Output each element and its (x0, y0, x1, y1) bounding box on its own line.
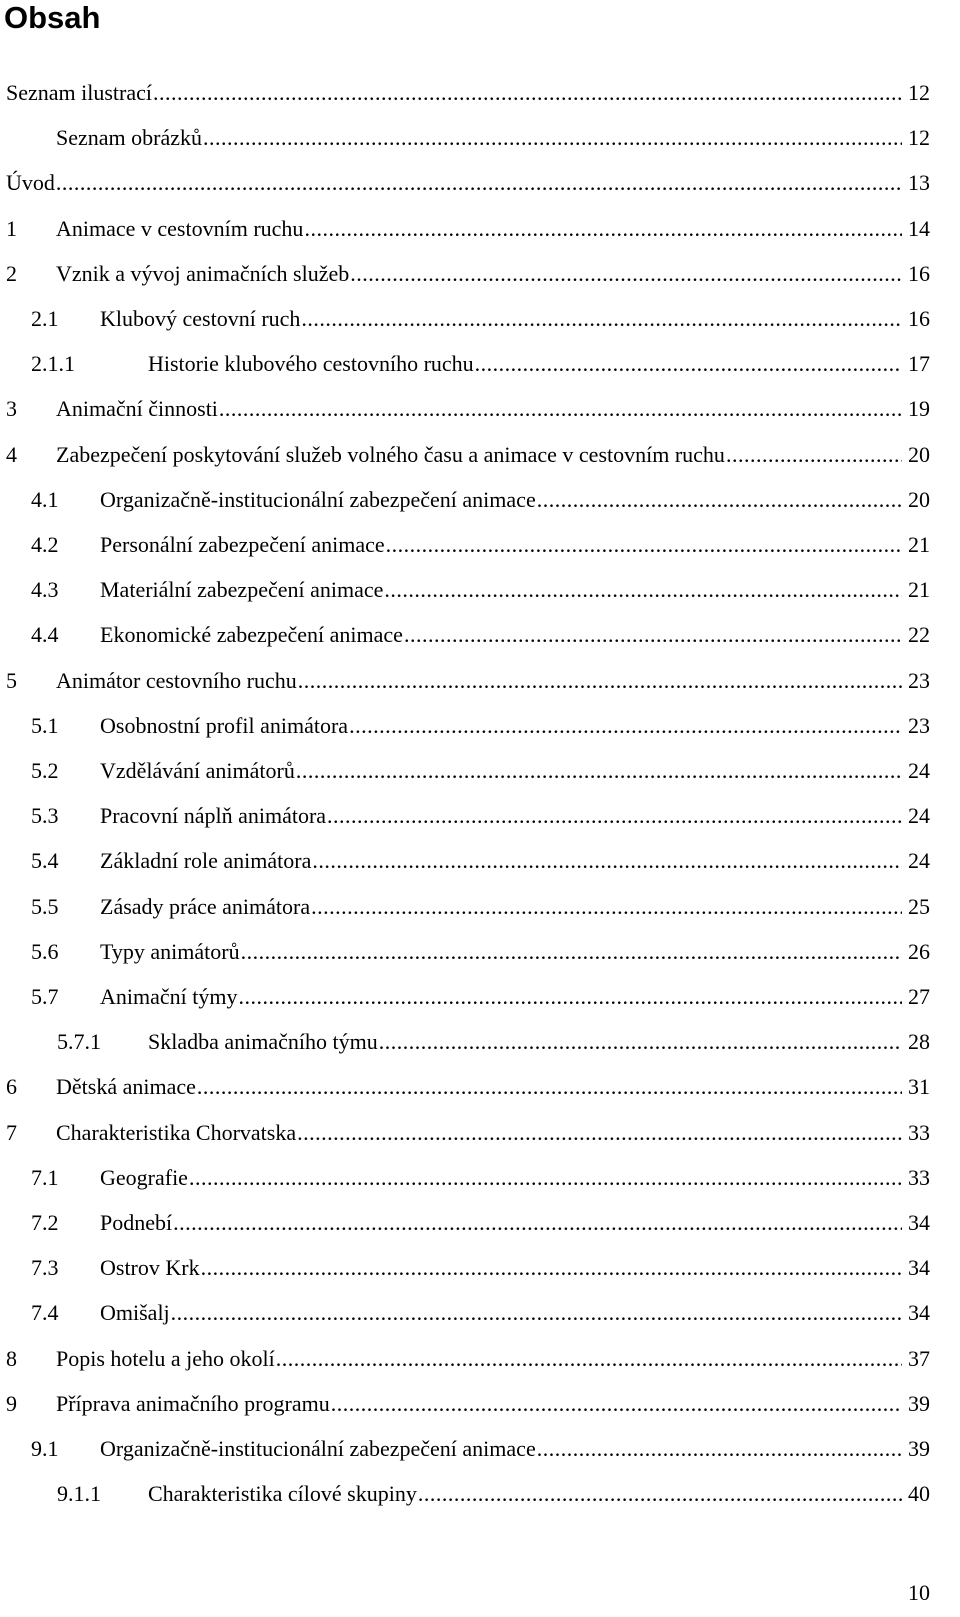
toc-entry[interactable] (0, 1019, 960, 1065)
toc-entry-page: 20 (908, 486, 930, 512)
dot-leader (173, 1200, 902, 1246)
dot-leader (418, 1471, 902, 1517)
toc-entry-number: 5.7 (31, 984, 59, 1009)
toc-entry-number: 5.2 (31, 758, 59, 783)
toc-entry-title[interactable]: Ekonomické zabezpečení animace (100, 622, 403, 648)
toc-entry-page: 33 (908, 1164, 930, 1190)
toc-entry-title[interactable]: Charakteristika Chorvatska (56, 1119, 297, 1145)
toc-entry-number: 7.4 (31, 1300, 59, 1326)
toc-entry[interactable] (0, 793, 960, 839)
toc-entry-title[interactable]: Dětská animace (56, 1074, 196, 1100)
toc-entry[interactable] (0, 884, 960, 930)
toc-entry[interactable] (0, 1471, 960, 1517)
toc-entry-title[interactable]: Seznam ilustrací (6, 80, 153, 105)
toc-entry-page: 40 (908, 1481, 930, 1507)
toc-entry-page: 37 (908, 1345, 930, 1371)
toc-entry-page: 33 (908, 1119, 930, 1145)
dot-leader (201, 1245, 902, 1291)
dot-leader (350, 251, 902, 297)
toc-entry[interactable] (0, 70, 960, 116)
toc-entry-page: 17 (908, 351, 930, 377)
dot-leader (404, 612, 902, 658)
toc-entry-number: 7.3 (31, 1255, 59, 1281)
toc-entry-page: 31 (908, 1074, 930, 1100)
toc-entry-page: 12 (908, 125, 930, 151)
toc-entry[interactable] (0, 1200, 960, 1246)
toc-entry-page: 34 (908, 1210, 930, 1235)
toc-entry[interactable] (0, 658, 960, 704)
toc-entry-title[interactable]: Klubový cestovní ruch (100, 306, 301, 331)
toc-entry-number: 1 (6, 215, 17, 241)
toc-entry-title[interactable]: Animátor cestovního ruchu (56, 667, 297, 693)
toc-entry-number: 2 (6, 260, 17, 286)
toc-entry-number: 5 (6, 667, 17, 693)
toc-entry-number: 6 (6, 1074, 17, 1100)
toc-entry-title[interactable]: Úvod (6, 170, 55, 196)
toc-entry-title[interactable]: Zásady práce animátora (100, 893, 311, 919)
toc-entry[interactable] (0, 748, 960, 794)
toc-entry-number: 7.1 (31, 1164, 59, 1190)
dot-leader (238, 974, 902, 1020)
toc-entry-title[interactable]: Geografie (100, 1164, 188, 1190)
dot-leader (219, 386, 902, 432)
dot-leader (475, 341, 902, 387)
toc-entry[interactable] (0, 612, 960, 658)
toc-entry[interactable] (0, 251, 960, 297)
dot-leader (189, 1155, 902, 1201)
toc-entry[interactable] (0, 567, 960, 613)
toc-entry[interactable] (0, 432, 960, 478)
toc-entry-page: 23 (908, 667, 930, 693)
toc-entry-page: 23 (908, 712, 930, 738)
toc-entry-title[interactable]: Seznam obrázků (56, 125, 202, 151)
toc-entry[interactable] (0, 974, 960, 1020)
dot-leader (297, 1110, 902, 1156)
dot-leader (276, 1336, 902, 1382)
toc-entry[interactable] (0, 1290, 960, 1336)
toc-entry[interactable] (0, 115, 960, 161)
toc-entry-number: 3 (6, 396, 17, 422)
toc-entry-title[interactable]: Materiální zabezpečení animace (100, 577, 384, 603)
toc-entry-number: 7 (6, 1119, 17, 1145)
toc-entry[interactable] (0, 296, 960, 342)
toc-entry-number: 2.1 (31, 306, 59, 331)
toc-entry-page: 21 (908, 577, 930, 603)
toc-entry-page: 22 (908, 622, 930, 648)
dot-leader (241, 929, 902, 975)
toc-entry[interactable] (0, 1155, 960, 1201)
toc-entry-number: 4.3 (31, 577, 59, 603)
toc-entry-number: 5.7.1 (57, 1029, 101, 1055)
toc-entry[interactable] (0, 703, 960, 749)
toc-entry-page: 20 (908, 441, 930, 467)
toc-entry[interactable] (0, 522, 960, 568)
toc-entry-page: 27 (908, 984, 930, 1009)
toc-entry-title[interactable]: Skladba animačního týmu (148, 1029, 378, 1055)
toc-entry-number: 4.2 (31, 532, 59, 557)
dot-leader (379, 1019, 902, 1065)
dot-leader (296, 748, 902, 794)
toc-entry-page: 13 (908, 170, 930, 196)
toc-entry-page: 39 (908, 1436, 930, 1461)
toc-entry-number: 4.4 (31, 622, 59, 648)
toc-entry-page: 34 (908, 1255, 930, 1281)
toc-entry-number: 5.3 (31, 803, 59, 829)
toc-entry-title[interactable]: Osobnostní profil animátora (100, 712, 349, 738)
toc-entry-title[interactable]: Popis hotelu a jeho okolí (56, 1345, 275, 1371)
toc-entry-number: 8 (6, 1345, 17, 1371)
toc-entry-number: 5.6 (31, 938, 59, 964)
toc-entry-page: 25 (908, 893, 930, 919)
dot-leader (304, 206, 902, 252)
dot-leader (56, 160, 902, 206)
page-title: Obsah (4, 0, 101, 35)
toc-entry-page: 21 (908, 532, 930, 557)
toc-entry-number: 4.1 (31, 486, 59, 512)
toc-entry[interactable] (0, 1426, 960, 1472)
toc-entry-title[interactable]: Animace v cestovním ruchu (56, 215, 304, 241)
toc-entry[interactable] (0, 1110, 960, 1156)
toc-entry-title[interactable]: Pracovní náplň animátora (100, 803, 327, 829)
toc-entry[interactable] (0, 341, 960, 387)
page-number: 10 (908, 1580, 930, 1605)
toc-entry-title[interactable]: Animační činnosti (56, 396, 218, 422)
dot-leader (384, 567, 902, 613)
toc-entry-title[interactable]: Omišalj (100, 1300, 170, 1326)
dot-leader (203, 115, 902, 161)
toc-entry-title[interactable]: Historie klubového cestovního ruchu (148, 351, 474, 377)
toc-entry[interactable] (0, 386, 960, 432)
toc-entry-number: 5.4 (31, 848, 59, 874)
dot-leader (386, 522, 902, 568)
toc-entry-number: 7.2 (31, 1210, 59, 1235)
dot-leader (331, 1381, 902, 1427)
toc-entry[interactable] (0, 1064, 960, 1110)
toc-entry-title[interactable]: Personální zabezpečení animace (100, 532, 385, 557)
toc-entry-title[interactable]: Příprava animačního programu (56, 1390, 330, 1416)
toc-entry-page: 24 (908, 758, 930, 783)
toc-entry-number: 2.1.1 (31, 351, 75, 377)
toc-entry-number: 9.1.1 (57, 1481, 101, 1507)
toc-entry-page: 19 (908, 396, 930, 422)
dot-leader (537, 1426, 902, 1472)
dot-leader (311, 884, 902, 930)
toc-entry-page: 16 (908, 260, 930, 286)
toc-entry[interactable] (0, 1336, 960, 1382)
toc-entry-page: 16 (908, 306, 930, 331)
toc-entry-number: 5.5 (31, 893, 59, 919)
toc-entry-page: 28 (908, 1029, 930, 1055)
dot-leader (312, 838, 902, 884)
toc-entry-title[interactable]: Charakteristika cílové skupiny (148, 1481, 417, 1507)
toc-entry-number: 4 (6, 441, 17, 467)
toc-entry[interactable] (0, 206, 960, 252)
toc-entry-title[interactable]: Animační týmy (100, 984, 238, 1009)
toc-entry-title[interactable]: Vznik a vývoj animačních služeb (56, 260, 350, 286)
toc-entry-number: 9.1 (31, 1436, 59, 1461)
toc-entry-title[interactable]: Základní role animátora (100, 848, 312, 874)
toc-entry-title[interactable]: Vzdělávání animátorů (100, 758, 295, 783)
dot-leader (301, 296, 902, 342)
toc-entry-title[interactable]: Podnebí (100, 1210, 173, 1235)
dot-leader (153, 70, 902, 116)
toc-entry[interactable] (0, 838, 960, 884)
dot-leader (349, 703, 902, 749)
dot-leader (537, 477, 902, 523)
toc-entry-page: 24 (908, 848, 930, 874)
toc-entry-title[interactable]: Organizačně-institucionální zabezpečení animace (100, 486, 536, 512)
toc-entry-title[interactable]: Typy animátorů (100, 938, 240, 964)
toc-entry-page: 14 (908, 215, 930, 241)
toc-entry-number: 5.1 (31, 712, 59, 738)
toc-entry-title[interactable]: Organizačně-institucionální zabezpečení animace (100, 1436, 536, 1461)
dot-leader (171, 1290, 902, 1336)
toc-entry[interactable] (0, 160, 960, 206)
dot-leader (298, 658, 902, 704)
toc-entry-page: 24 (908, 803, 930, 829)
toc-entry[interactable] (0, 1381, 960, 1427)
toc-entry-page: 12 (908, 80, 930, 105)
toc-entry-page: 34 (908, 1300, 930, 1326)
toc-entry-number: 9 (6, 1390, 17, 1416)
dot-leader (197, 1064, 902, 1110)
toc-entry[interactable] (0, 1245, 960, 1291)
toc-entry[interactable] (0, 929, 960, 975)
toc-entry-page: 26 (908, 938, 930, 964)
dot-leader (327, 793, 902, 839)
toc-entry-page: 39 (908, 1390, 930, 1416)
dot-leader (726, 432, 902, 478)
toc-entry[interactable] (0, 477, 960, 523)
toc-entry-title[interactable]: Ostrov Krk (100, 1255, 200, 1281)
toc-entry-title[interactable]: Zabezpečení poskytování služeb volného času a animace v cestovním ruchu (56, 441, 725, 467)
